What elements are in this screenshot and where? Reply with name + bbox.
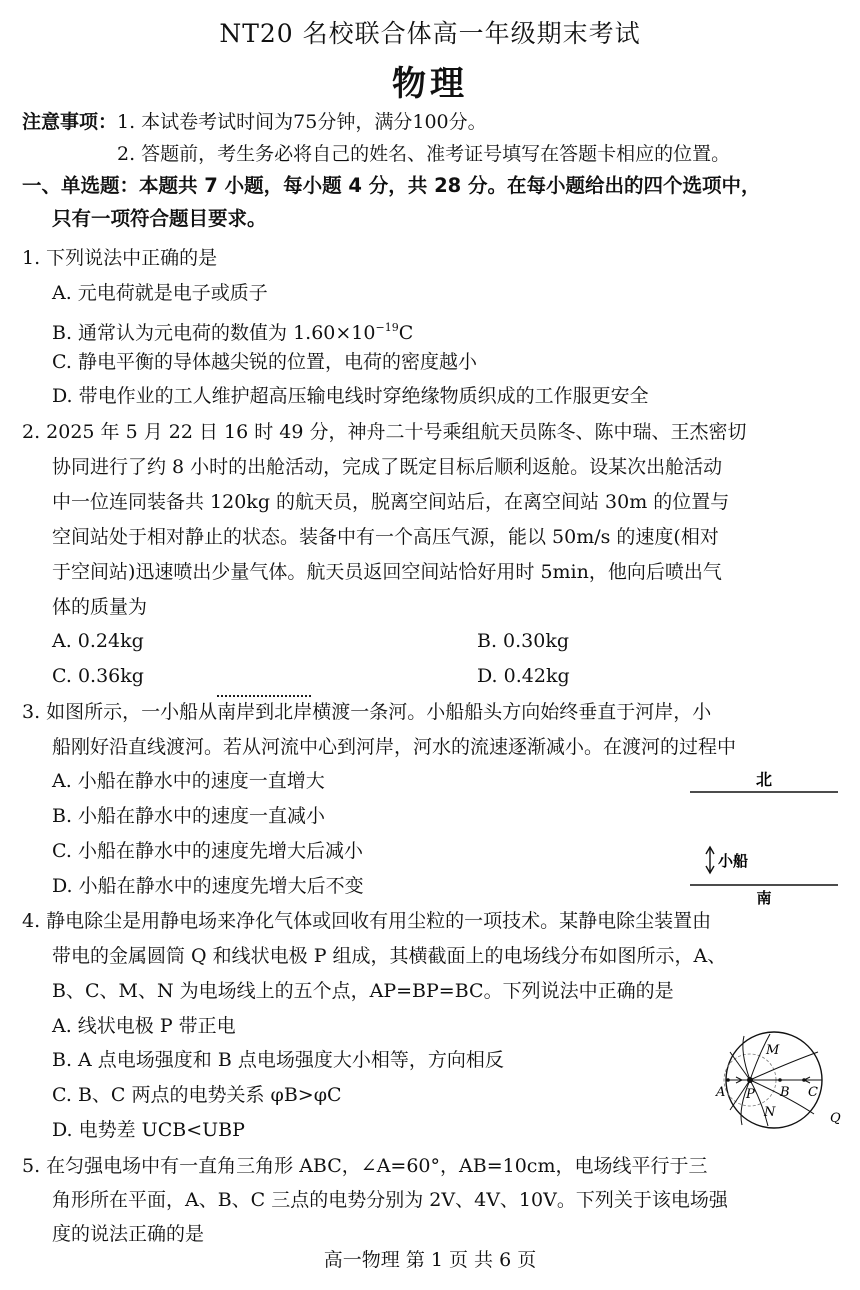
q1-option-a: A. 元电荷就是电子或质子 [52,282,268,304]
river-south [686,883,842,907]
q1-option-d: D. 带电作业的工人维护超高压输电线时穿绝缘物质织成的工作服更安全 [52,385,649,407]
north-label: 北 [755,770,773,789]
label-b: B [780,1085,790,1100]
q5-line-2: 角形所在平面，A、B、C 三点的电势分别为 2V、4V、10V。下列关于该电场强 [52,1189,728,1211]
q3-line-2: 船刚好沿直线渡河。若从河流中心到河岸，河水的流速逐渐减小。在渡河的过程中 [52,736,737,758]
q3-option-b: B. 小船在静水中的速度一直减小 [52,805,326,827]
q3-option-a: A. 小船在静水中的速度一直增大 [52,770,325,792]
q5-line-3: 度的说法正确的是 [52,1223,205,1245]
exam-title: NT20 名校联合体高一年级期末考试 [219,19,641,48]
q5-line-1: 5. 在匀强电场中有一直角三角形 ABC，∠A=60°，AB=10cm，电场线平行于三 [22,1155,708,1177]
notes-label: 注意事项： [22,111,118,133]
q3-line-1: 3. 如图所示，一小船从南岸到北岸横渡一条河。小船船头方向始终垂直于河岸，小 [22,701,712,723]
notes-line-1 [22,108,487,136]
exam-subject: 物理 [392,64,468,104]
q1-option-c: C. 静电平衡的导体越尖锐的位置，电荷的密度越小 [52,351,477,373]
q2-line-1: 2. 2025 年 5 月 22 日 16 时 49 分，神舟二十号乘组航天员陈冬、陈中瑞、王杰密切 [22,421,747,443]
q4-option-b: B. A 点电场强度和 B 点电场强度大小相等，方向相反 [52,1049,504,1071]
label-m: M [766,1043,780,1058]
q2-option-d: D. 0.42kg [477,665,570,687]
field-figure [700,1022,850,1130]
q4-option-c: C. B、C 两点的电势关系 φB>φC [52,1084,342,1106]
q4-option-a: A. 线状电极 P 带正电 [52,1015,236,1037]
q2-line-3: 中一位连同装备共 120kg 的航天员，脱离空间站后，在离空间站 30m 的位置与 [52,491,730,513]
q2-line-6: 体的质量为 [52,596,148,618]
q4-line-3: B、C、M、N 为电场线上的五个点，AP=BP=BC。下列说法中正确的是 [52,980,674,1002]
q4-line-2: 带电的金属圆筒 Q 和线状电极 P 组成，其横截面上的电场线分布如图所示，A、 [52,945,727,967]
q2-line-5: 于空间站)迅速喷出少量气体。航天员返回空间站恰好用时 5min，他向后喷出气 [52,561,722,583]
q2-line-4: 空间站处于相对静止的状态。装备中有一个高压气源，能以 50m/s 的速度(相对 [52,526,719,548]
page-footer: 高一物理 第 1 页 共 6 页 [323,1249,537,1271]
label-q: Q [830,1111,841,1126]
emphasis-text: 南岸到北岸 [217,701,313,723]
label-p: P [746,1087,755,1102]
q2-option-b: B. 0.30kg [477,630,570,652]
q4-option-d: D. 电势差 UCB<UBP [52,1119,245,1141]
q2-option-c: C. 0.36kg [52,665,144,687]
note-1: 1. 本试卷考试时间为75分钟，满分100分。 [117,111,487,133]
q4-line-1: 4. 静电除尘是用静电场来净化气体或回收有用尘粒的一项技术。某静电除尘装置由 [22,910,712,932]
boat-label: 小船 [718,852,749,870]
section-1-line-2: 只有一项符合题目要求。 [52,207,267,230]
section-1-line-1: 一、单选题：本题共 7 小题，每小题 4 分，共 28 分。在每小题给出的四个选项中， [22,174,761,197]
label-n: N [764,1105,776,1120]
note-2: 2. 答题前，考生务必将自己的姓名、准考证号填写在答题卡相应的位置。 [117,143,731,165]
q3-option-c: C. 小船在静水中的速度先增大后减小 [52,840,363,862]
q2-line-2: 协同进行了约 8 小时的出舱活动，完成了既定目标后顺利返舱。设某次出舱活动 [52,456,723,478]
q3-option-d: D. 小船在静水中的速度先增大后不变 [52,875,364,897]
q1-option-b: B. 通常认为元电荷的数值为 $1.60\times 10^{-19}C$ [52,321,414,344]
q2-option-a: A. 0.24kg [52,630,144,652]
label-c: C [808,1085,818,1100]
river-figure [686,768,842,880]
label-a: A [716,1085,726,1100]
q1-stem: 1. 下列说法中正确的是 [22,247,218,269]
south-label: 南 [756,889,772,907]
